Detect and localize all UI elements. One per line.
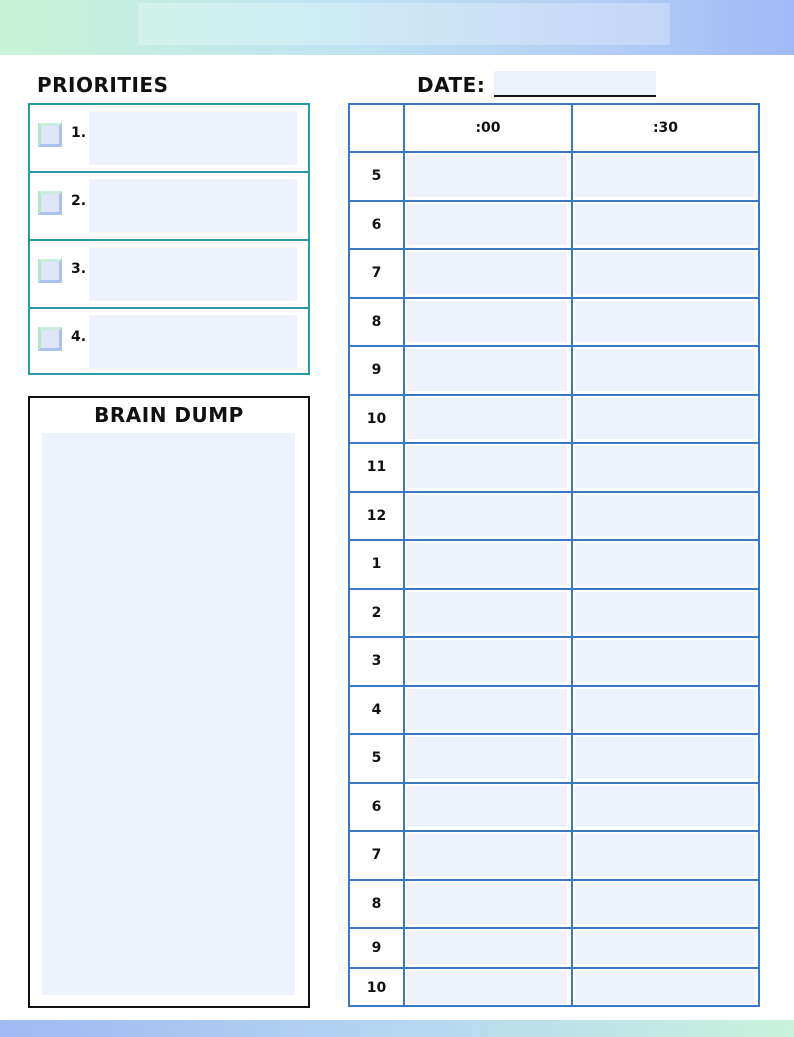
schedule-header-row — [350, 105, 758, 153]
slot-fill — [575, 592, 754, 634]
hour-label: 10 — [350, 396, 405, 443]
slot-fill — [575, 398, 754, 440]
slot-fill — [575, 640, 754, 682]
slot-fill — [575, 971, 754, 1004]
hour-header-cell — [350, 105, 405, 151]
schedule-row — [350, 493, 758, 542]
brain-dump-field[interactable] — [42, 433, 295, 995]
priority-text-field[interactable] — [89, 247, 297, 301]
top-banner-panel — [138, 3, 670, 45]
slot-fill — [407, 640, 567, 682]
schedule-row — [350, 153, 758, 202]
slot-30-cell[interactable] — [573, 153, 758, 200]
slot-00-cell[interactable] — [405, 202, 573, 249]
slot-30-cell[interactable] — [573, 444, 758, 491]
slot-fill — [407, 252, 567, 294]
priority-text-field[interactable] — [89, 111, 297, 165]
hour-label: 3 — [350, 638, 405, 685]
hour-label: 9 — [350, 929, 405, 967]
slot-fill — [407, 737, 567, 779]
slot-30-cell[interactable] — [573, 250, 758, 297]
schedule-row — [350, 687, 758, 736]
slot-00-cell[interactable] — [405, 299, 573, 346]
slot-fill — [407, 883, 567, 925]
slot-00-cell[interactable] — [405, 250, 573, 297]
slot-fill — [575, 931, 754, 964]
slot-30-cell[interactable] — [573, 735, 758, 782]
hour-label: 7 — [350, 250, 405, 297]
priority-item — [30, 105, 308, 173]
schedule-row — [350, 396, 758, 445]
hourly-schedule — [348, 103, 760, 1007]
slot-00-cell[interactable] — [405, 881, 573, 928]
slot-fill — [575, 786, 754, 828]
slot-fill — [575, 446, 754, 488]
slot-fill — [407, 543, 567, 585]
slot-30-cell[interactable] — [573, 202, 758, 249]
schedule-row — [350, 735, 758, 784]
slot-00-cell[interactable] — [405, 493, 573, 540]
hour-label: 7 — [350, 832, 405, 879]
priority-item — [30, 309, 308, 377]
hour-label: 10 — [350, 969, 405, 1007]
slot-30-cell[interactable] — [573, 638, 758, 685]
slot-fill — [575, 834, 754, 876]
slot-fill — [407, 931, 567, 964]
slot-00-cell[interactable] — [405, 784, 573, 831]
priority-number: 1. — [71, 125, 87, 141]
hour-label: 5 — [350, 153, 405, 200]
slot-fill — [407, 398, 567, 440]
column-header-label: :00 — [475, 120, 501, 136]
schedule-row — [350, 784, 758, 833]
slot-fill — [407, 301, 567, 343]
priority-item — [30, 173, 308, 241]
slot-fill — [575, 252, 754, 294]
hour-label: 6 — [350, 784, 405, 831]
priority-number: 3. — [71, 261, 87, 277]
slot-30-cell[interactable] — [573, 929, 758, 967]
slot-30-cell[interactable] — [573, 590, 758, 637]
schedule-row — [350, 881, 758, 930]
hour-label: 12 — [350, 493, 405, 540]
priority-item — [30, 241, 308, 309]
priority-text-field[interactable] — [89, 179, 297, 233]
slot-00-cell[interactable] — [405, 638, 573, 685]
schedule-row — [350, 299, 758, 348]
slot-00-cell[interactable] — [405, 153, 573, 200]
column-header-00 — [405, 105, 573, 151]
slot-fill — [407, 786, 567, 828]
schedule-row — [350, 541, 758, 590]
slot-00-cell[interactable] — [405, 735, 573, 782]
slot-fill — [575, 301, 754, 343]
schedule-row — [350, 347, 758, 396]
slot-fill — [407, 495, 567, 537]
hour-label: 5 — [350, 735, 405, 782]
hour-label: 8 — [350, 881, 405, 928]
slot-fill — [407, 834, 567, 876]
slot-fill — [575, 204, 754, 246]
slot-fill — [407, 155, 567, 197]
slot-00-cell[interactable] — [405, 969, 573, 1007]
hour-label: 9 — [350, 347, 405, 394]
slot-fill — [575, 155, 754, 197]
slot-00-cell[interactable] — [405, 832, 573, 879]
priority-checkbox[interactable] — [38, 327, 62, 351]
slot-fill — [575, 883, 754, 925]
slot-fill — [575, 543, 754, 585]
priority-number: 2. — [71, 193, 87, 209]
schedule-row — [350, 832, 758, 881]
slot-00-cell[interactable] — [405, 929, 573, 967]
slot-00-cell[interactable] — [405, 590, 573, 637]
schedule-row — [350, 590, 758, 639]
priorities-heading: PRIORITIES — [37, 73, 169, 97]
slot-fill — [407, 446, 567, 488]
date-field[interactable] — [494, 71, 656, 97]
slot-30-cell[interactable] — [573, 784, 758, 831]
slot-30-cell[interactable] — [573, 541, 758, 588]
priority-checkbox[interactable] — [38, 123, 62, 147]
priority-number: 4. — [71, 329, 87, 345]
slot-fill — [575, 737, 754, 779]
slot-00-cell[interactable] — [405, 347, 573, 394]
hour-label: 2 — [350, 590, 405, 637]
hour-label: 6 — [350, 202, 405, 249]
slot-fill — [407, 204, 567, 246]
slot-30-cell[interactable] — [573, 396, 758, 443]
top-banner — [0, 0, 794, 55]
slot-fill — [407, 592, 567, 634]
priority-text-field[interactable] — [89, 315, 297, 369]
schedule-row — [350, 444, 758, 493]
column-header-30 — [573, 105, 758, 151]
brain-dump-box — [28, 396, 310, 1008]
slot-fill — [407, 349, 567, 391]
slot-fill — [575, 349, 754, 391]
slot-30-cell[interactable] — [573, 493, 758, 540]
slot-00-cell[interactable] — [405, 444, 573, 491]
hour-label: 8 — [350, 299, 405, 346]
slot-fill — [407, 689, 567, 731]
slot-fill — [575, 689, 754, 731]
schedule-row — [350, 202, 758, 251]
bottom-banner — [0, 1020, 794, 1037]
slot-30-cell[interactable] — [573, 347, 758, 394]
date-label: DATE: — [417, 73, 486, 97]
slot-30-cell[interactable] — [573, 881, 758, 928]
brain-dump-title: BRAIN DUMP — [94, 403, 244, 427]
priority-checkbox[interactable] — [38, 191, 62, 215]
slot-30-cell[interactable] — [573, 299, 758, 346]
schedule-row — [350, 638, 758, 687]
slot-00-cell[interactable] — [405, 687, 573, 734]
priority-checkbox[interactable] — [38, 259, 62, 283]
hour-label: 11 — [350, 444, 405, 491]
column-header-label: :30 — [652, 120, 679, 136]
priorities-list — [28, 103, 310, 375]
slot-fill — [407, 971, 567, 1004]
schedule-row — [350, 929, 758, 969]
slot-30-cell[interactable] — [573, 687, 758, 734]
slot-30-cell[interactable] — [573, 832, 758, 879]
schedule-row — [350, 969, 758, 1007]
hour-label: 1 — [350, 541, 405, 588]
schedule-row — [350, 250, 758, 299]
slot-30-cell[interactable] — [573, 969, 758, 1007]
slot-00-cell[interactable] — [405, 541, 573, 588]
slot-00-cell[interactable] — [405, 396, 573, 443]
hour-label: 4 — [350, 687, 405, 734]
slot-fill — [575, 495, 754, 537]
